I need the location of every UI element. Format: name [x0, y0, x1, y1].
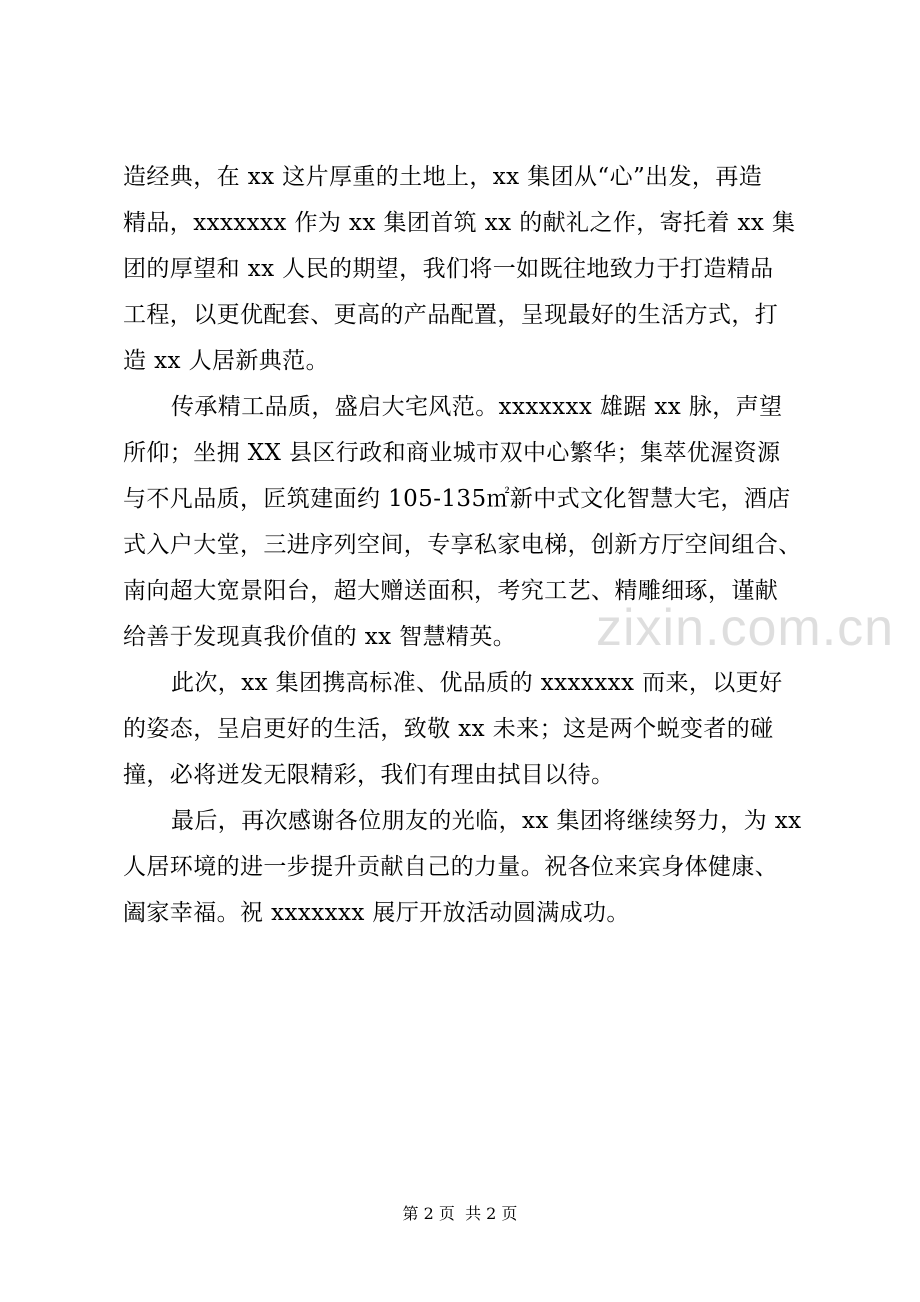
text-line: 造 xx 人居新典范。 [123, 348, 329, 374]
text-line: 阖家幸福。祝 xxxxxxx 展厅开放活动圆满成功。 [123, 900, 630, 926]
text-line: 式入户大堂，三进序列空间，专享私家电梯，创新方厅空间组合、 [123, 532, 802, 558]
text-line: 的姿态，呈启更好的生活，致敬 xx 未来；这是两个蜕变者的碰 [123, 716, 774, 742]
text-line: 人居环境的进一步提升贡献自己的力量。祝各位来宾身体健康、 [123, 854, 779, 880]
text-line: 此次，xx 集团携高标准、优品质的 xxxxxxx 而来，以更好 [171, 670, 783, 696]
paragraph-3 [123, 660, 803, 798]
text-line: 传承精工品质，盛启大宅风范。xxxxxxx 雄踞 xx 脉，声望 [171, 394, 783, 420]
text-line: 所仰；坐拥 XX 县区行政和商业城市双中心繁华；集萃优渥资源 [123, 440, 781, 466]
text-line: 最后，再次感谢各位朋友的光临，xx 集团将继续努力，为 xx [171, 808, 802, 834]
text-line: 与不凡品质，匠筑建面约 105-135㎡新中式文化智慧大宅，酒店 [123, 486, 791, 512]
text-line: 团的厚望和 xx 人民的期望，我们将一如既往地致力于打造精品 [123, 256, 774, 282]
text-line: 造经典，在 xx 这片厚重的土地上，xx 集团从“心”出发，再造 [123, 164, 763, 190]
site-watermark: zixin.com.cn [596, 599, 895, 657]
text-line: 南向超大宽景阳台，超大赠送面积，考究工艺、精雕细琢，谨献 [123, 578, 779, 604]
text-line: 精品，xxxxxxx 作为 xx 集团首筑 xx 的献礼之作，寄托着 xx 集 [123, 210, 796, 236]
text-line: 给善于发现真我价值的 xx 智慧精英。 [123, 624, 517, 650]
text-line: 撞，必将迸发无限精彩，我们有理由拭目以待。 [123, 762, 615, 788]
document-body [123, 154, 803, 936]
page-footer: 第 2 页 共 2 页 [402, 1204, 518, 1223]
paragraph-4 [123, 798, 803, 936]
text-line: 工程，以更优配套、更高的产品配置，呈现最好的生活方式，打 [123, 302, 779, 328]
paragraph-1 [123, 154, 803, 384]
